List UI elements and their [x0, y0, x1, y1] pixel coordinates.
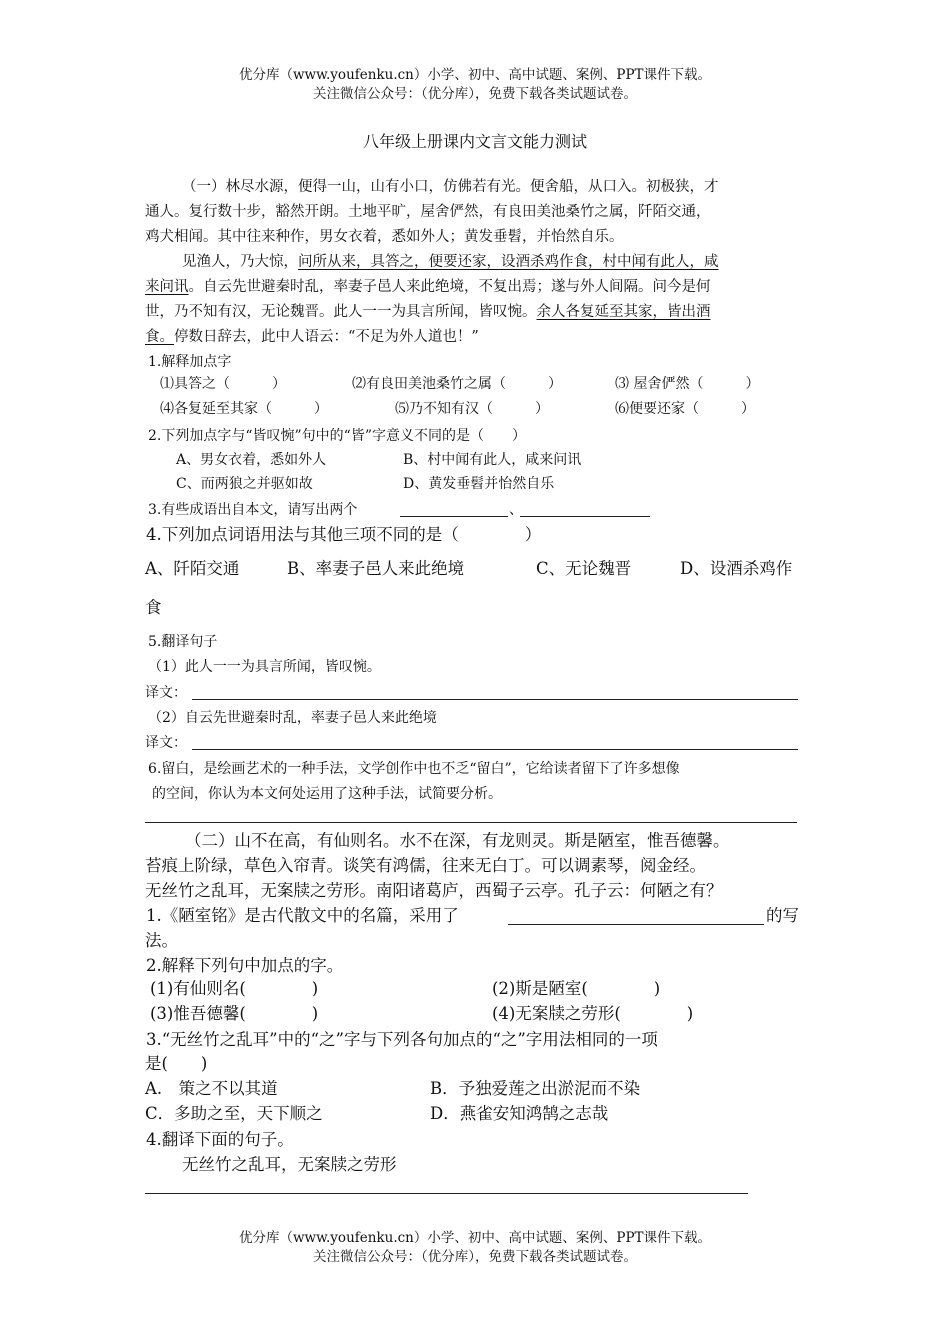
s1-q4: 4.下列加点词语用法与其他三项不同的是（ ） — [146, 525, 542, 544]
s2-q1-wrap: 法。 — [145, 931, 178, 950]
s2-q3-option-b: B．予独爱莲之出淤泥而不染 — [430, 1079, 641, 1098]
s1-q5-sentence-1: （1）此人一一为具言所闻，皆叹惋。 — [148, 659, 381, 675]
s1-para2-line2-plain: 。自云先世避秦时乱，率妻子邑人来此绝境，不复出焉；遂与外人间隔。问今是何 — [188, 279, 711, 295]
s1-q1-item-5: ⑸乃不知有汉（ ） — [395, 401, 549, 417]
s1-para2-line2-underlined: 来问讯 — [145, 279, 189, 295]
footer-line-2: 关注微信公众号：（优分库），免费下载各类试题试卷。 — [313, 1249, 637, 1265]
s1-q4-option-c: C、无论魏晋 — [536, 559, 632, 578]
s1-para2-line3-underlined: 余人各复延至其家，皆出酒 — [536, 304, 711, 320]
s1-para2-line4-plain: 停数日辞去，此中人语云：“不足为外人道也！” — [174, 329, 479, 345]
s2-q4-answer-line[interactable] — [145, 1193, 748, 1194]
s1-para2-line4 — [145, 327, 479, 347]
s1-q6-answer-line[interactable] — [145, 822, 797, 823]
s1-para1-line1: （一）林尽水源，便得一山，山有小口，仿佛若有光。便舍船，从口入。初极狭，才 — [182, 179, 719, 195]
s2-q3-option-d: D．燕雀安知鸿鹄之志哉 — [430, 1104, 609, 1123]
s1-q2-option-d: D、黄发垂髫并怡然自乐 — [403, 476, 555, 492]
s1-para1-line2: 通人。复行数十步，豁然开朗。土地平旷，屋舍俨然，有良田美池桑竹之属，阡陌交通， — [145, 204, 711, 220]
s1-q3: 3.有些成语出自本文，请写出两个 — [148, 502, 358, 518]
s2-q3-option-c: C．多助之至，天下顺之 — [145, 1104, 323, 1123]
s1-para1-line3: 鸡犬相闻。其中往来种作，男女衣着，悉如外人；黄发垂髫，并怡然自乐。 — [145, 229, 624, 245]
s1-q1-item-6: ⑹便要还家（ ） — [615, 401, 755, 417]
s1-q3-blank-2 — [520, 516, 650, 517]
s1-q5-translate-label-1: 译文： — [145, 685, 187, 701]
s1-para2-line3-plain: 世，乃不知有汉，无论魏晋。此人一一为具言所闻，皆叹惋。 — [145, 304, 537, 320]
s1-q6-line1: 6.留白，是绘画艺术的一种手法，文学创作中也不乏“留白”，它给读者留下了许多想像 — [148, 761, 680, 777]
s1-q5-answer-line-2[interactable] — [192, 749, 798, 750]
s1-para2-line1 — [182, 252, 719, 272]
s1-q2-option-a: A、男女衣着，悉如外人 — [176, 452, 327, 468]
s1-para2-line1-underlined: 问所从来，具答之，便要还家，设酒杀鸡作食，村中闻有此人，咸 — [298, 254, 719, 270]
s2-q2-item-2: (2)斯是陋室( ) — [492, 979, 661, 998]
s1-q2: 2.下列加点字与“皆叹惋”句中的“皆”字意义不同的是（ ） — [148, 428, 526, 444]
s2-passage-line1: （二）山不在高，有仙则名。水不在深，有龙则灵。斯是陋室，惟吾德馨。 — [185, 831, 730, 850]
s1-q1-item-1: ⑴具答之（ ） — [160, 376, 286, 392]
s1-para2-line4-underlined: 食。 — [145, 329, 174, 345]
s1-para2-line3 — [145, 302, 711, 322]
s1-para2-line2 — [145, 277, 711, 297]
header-line-2: 关注微信公众号：（优分库），免费下载各类试题试卷。 — [313, 86, 637, 102]
s2-q1: 1.《陋室铭》是古代散文中的名篇，采用了 — [146, 906, 459, 925]
s1-q5: 5.翻译句子 — [148, 634, 218, 650]
s1-para2-line1-plain: 见渔人，乃大惊， — [182, 254, 298, 270]
s1-q2-option-b: B、村中闻有此人，咸来问讯 — [403, 452, 582, 468]
s2-q3-line2: 是( ) — [145, 1054, 208, 1073]
s2-passage-line2: 苔痕上阶绿，草色入帘青。谈笑有鸿儒，往来无白丁。可以调素琴，阅金经。 — [145, 856, 706, 875]
s1-q4-option-a: A、阡陌交通 — [145, 559, 240, 578]
s2-q3-option-a: A. 策之不以其道 — [145, 1079, 278, 1098]
s1-q4-option-b: B、率妻子邑人来此绝境 — [287, 559, 465, 578]
footer-line-1: 优分库（www.youfenku.cn）小学、初中、高中试题、案例、PPT课件下载。 — [238, 1230, 712, 1246]
s1-q1-item-4: ⑷各复延至其家（ ） — [160, 401, 328, 417]
s2-q4-sentence: 无丝竹之乱耳，无案牍之劳形 — [182, 1155, 397, 1174]
s1-q6-line2: 的空间，你认为本文何处运用了这种手法，试简要分析。 — [152, 786, 502, 802]
s2-q1-blank[interactable] — [508, 924, 764, 925]
s1-q4-option-d: D、设酒杀鸡作 — [680, 559, 793, 578]
s1-q5-answer-line-1[interactable] — [192, 699, 798, 700]
s1-q3-blank-1 — [400, 516, 508, 517]
s2-q2-item-1: (1)有仙则名( ) — [150, 979, 319, 998]
s2-q3-line1: 3.“无丝竹之乱耳”中的“之”字与下列各句加点的“之”字用法相同的一项 — [146, 1030, 658, 1049]
s2-q4: 4.翻译下面的句子。 — [146, 1130, 294, 1149]
s2-passage-line3: 无丝竹之乱耳，无案牍之劳形。南阳诸葛庐，西蜀子云亭。孔子云：何陋之有？ — [145, 881, 723, 900]
s2-q2: 2.解释下列句中加点的字。 — [146, 956, 344, 975]
s1-q1-item-3: ⑶ 屋舍俨然（ ） — [615, 376, 760, 392]
s1-q1-item-2: ⑵有良田美池桑竹之属（ ） — [352, 376, 562, 392]
s2-q2-item-3: (3)惟吾德馨( ) — [150, 1004, 319, 1023]
s2-q2-item-4: (4)无案牍之劳形( ) — [492, 1004, 694, 1023]
s1-q3-separator: 、 — [509, 502, 523, 518]
s1-q5-sentence-2: （2）自云先世避秦时乱，率妻子邑人来此绝境 — [148, 710, 437, 726]
header-line-1: 优分库（www.youfenku.cn）小学、初中、高中试题、案例、PPT课件下载。 — [238, 67, 712, 83]
s1-q1: 1.解释加点字 — [148, 354, 232, 370]
s2-q1-suffix: 的写 — [766, 906, 799, 925]
s1-q5-translate-label-2: 译文： — [145, 735, 187, 751]
page-title: 八年级上册课内文言文能力测试 — [362, 132, 587, 151]
s1-q4-option-d-wrap: 食 — [145, 598, 162, 617]
s1-q2-option-c: C、而两狼之并驱如故 — [176, 476, 313, 492]
